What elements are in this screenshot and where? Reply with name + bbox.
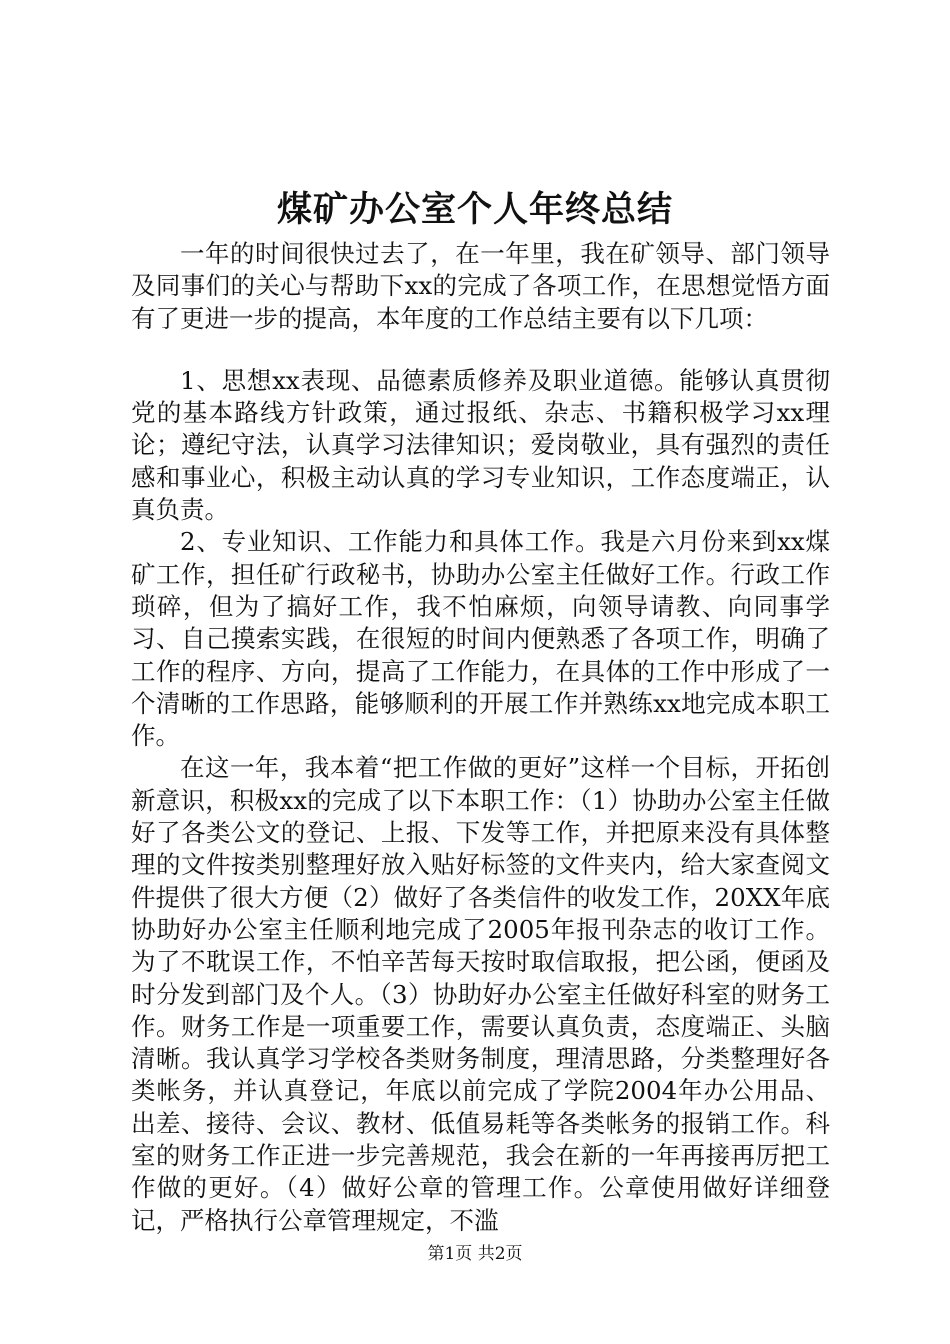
page-footer: 第1页 共2页 xyxy=(427,1244,523,1264)
document-body xyxy=(131,238,830,1237)
paragraph-2: 2、专业知识、工作能力和具体工作。我是六月份来到xx煤矿工作，担任矿行政秘书，协助办公室主任做好工作。行政工作琐碎，但为了搞好工作，我不怕麻烦，向领导请教、向同事学习、自己摸索实践，在很短的时间内便熟悉了各项工作，明确了工作的程序、方向，提高了工作能力，在具体的工作中形成了一个清晰的工作思路，能够顺利的开展工作并熟练xx地完成本职工作。 xyxy=(131,527,830,751)
paragraph-3: 在这一年，我本着“把工作做的更好”这样一个目标，开拓创新意识，积极xx的完成了以下本职工作：（1）协助办公室主任做好了各类公文的登记、上报、下发等工作，并把原来没有具体整理的文件按类别整理好放入贴好标签的文件夹内，给大家查阅文件提供了很大方便（2）做好了各类信件的收发工作，20XX年底协助好办公室主任顺利地完成了2005年报刊杂志的收订工作。为了不耽误工作，不怕辛苦每天按时取信取报，把公函，便函及时分发到部门及个人。（3）协助好办公室主任做好科室的财务工作。财务工作是一项重要工作，需要认真负责，态度端正、头脑清晰。我认真学习学校各类财务制度，理清思路，分类整理好各类帐务，并认真登记，年底以前完成了学院2004年办公用品、出差、接待、会议、教材、低值易耗等各类帐务的报销工作。科室的财务工作正进一步完善规范，我会在新的一年再接再厉把工作做的更好。（4）做好公章的管理工作。公章使用做好详细登记，严格执行公章管理规定，不滥 xyxy=(131,753,830,1235)
paragraph-intro: 一年的时间很快过去了，在一年里，我在矿领导、部门领导及同事们的关心与帮助下xx的完成了各项工作，在思想觉悟方面有了更进一步的提高，本年度的工作总结主要有以下几项： xyxy=(131,239,830,333)
paragraph-1: 1、思想xx表现、品德素质修养及职业道德。能够认真贯彻党的基本路线方针政策，通过报纸、杂志、书籍积极学习xx理论；遵纪守法，认真学习法律知识；爱岗敬业，具有强烈的责任感和事业心，积极主动认真的学习专业知识，工作态度端正，认真负责。 xyxy=(131,365,830,525)
paragraph-gap xyxy=(131,335,830,365)
document-title: 煤矿办公室个人年终总结 xyxy=(276,189,673,230)
